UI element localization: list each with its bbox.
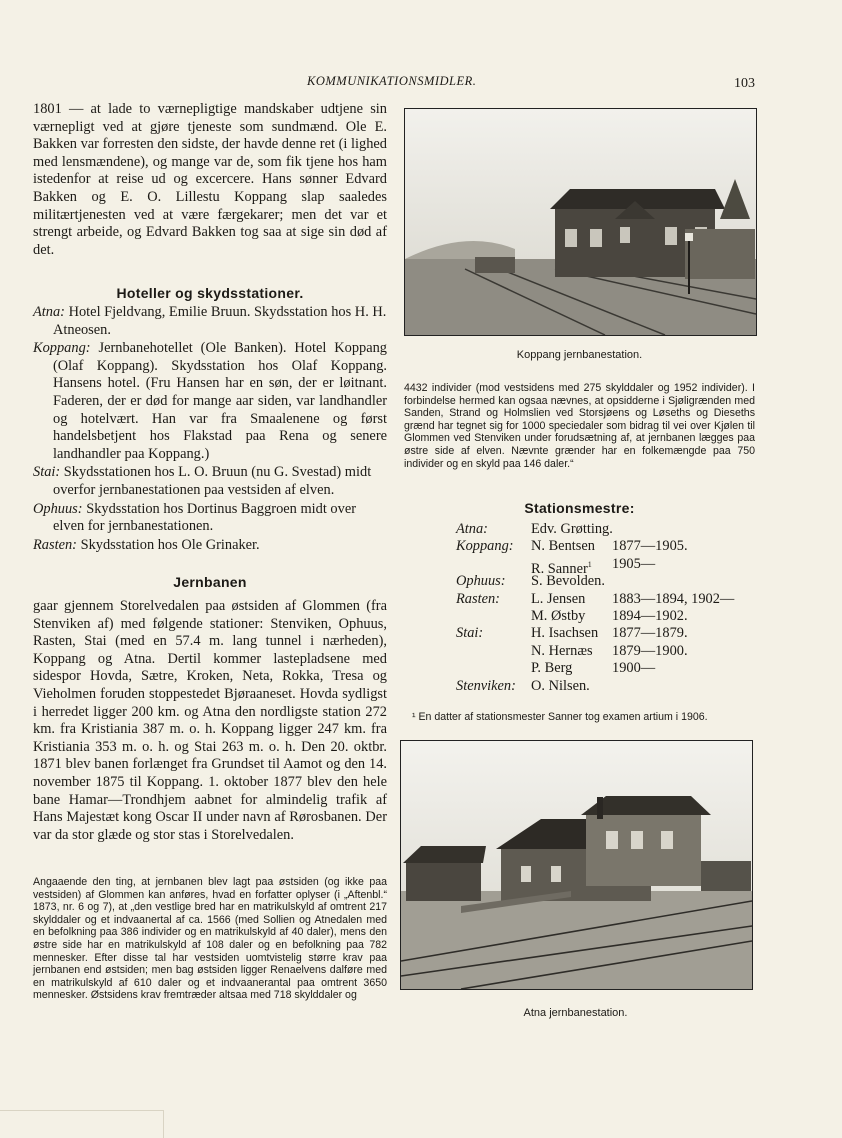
koppang-station-illustration [405, 109, 756, 335]
place-label: Stenviken: [456, 677, 516, 694]
stationmaster-row [456, 678, 756, 695]
place-label: Ophuus: [456, 573, 506, 590]
place-label: Stai: [456, 625, 484, 642]
stationmaster-years: 1900— [612, 660, 656, 677]
stationmaster-name: O. Nilsen. [531, 677, 590, 694]
stationmaster-years: 1877—1905. [612, 538, 688, 555]
place-label: Rasten: [456, 590, 500, 607]
hotel-entry-ophuus [33, 501, 387, 536]
entry-text: Skydsstation hos Ole Grinaker. [80, 536, 260, 553]
running-title: KOMMUNIKATIONSMIDLER. [307, 74, 477, 88]
hotels-list [33, 304, 387, 554]
stationmaster-row [456, 625, 756, 642]
place-label: Koppang: [33, 340, 91, 357]
entry-text: Skydsstationen hos L. O. Bruun (nu G. Svestad) midt overfor jernbanestationen paa vestsiden af elven. [53, 464, 372, 498]
railway-paragraph: gaar gjennem Storelvedalen paa østsiden af Glommen (fra Stenviken af) med følgende stationer: Stenviken, Ophuus, Rasten, Stai (med en 57.4 m. lang tunnel i nærheden), Koppang og Atna. Dertil kommer lastepladsene med sidespor Hovda, Sætre, Kroken, Neta, Rokka, Tresa og Vieholmen foruden stoppestedet Bjøraaneset. Hovda sydligst i herredet ligger 200 km. og Atna den nordligste station 272 km. fra Kristiania 387 m. o. h. Koppang ligger 247 km. fra Kristiania 353 m. o. h. og Stai 263 m. o. h. Den 20. oktbr. 1871 blev banen forlænget fra Grundset til Aamot og den 14. november 1875 til Koppang. 1. oktober 1877 blev den hele bane Hamar—Trondhjem aabnet for almindelig trafik af Hans Majestæt kong Oscar II under navn af Rørosbanen. Der var da stor glæde og stor stas i Storelvedalen. [33, 598, 387, 843]
stationmaster-name: L. Jensen [531, 590, 586, 607]
stationmaster-row [456, 538, 756, 555]
stationmaster-row [456, 521, 756, 538]
place-label: Koppang: [456, 538, 514, 555]
stationmaster-years: 1877—1879. [612, 625, 688, 642]
atna-station-photo [400, 740, 753, 990]
stationmaster-name: M. Østby [531, 607, 586, 624]
stationmaster-row [456, 608, 756, 625]
stationmaster-row [456, 555, 756, 577]
hotel-entry-atna [33, 304, 387, 339]
atna-station-illustration [401, 741, 752, 989]
koppang-photo-caption: Koppang jernbanestation. [516, 349, 643, 361]
stationmasters-list [456, 521, 756, 695]
place-label: Rasten: [33, 536, 77, 553]
hotels-heading: Hoteller og skydsstationer. [116, 285, 304, 301]
place-label: Ophuus: [33, 500, 83, 517]
stationmasters-heading: Stationsmestre: [524, 500, 635, 516]
stationmaster-row [456, 591, 756, 608]
railway-heading: Jernbanen [173, 574, 247, 590]
stationmaster-years: 1883—1894, 1902— [612, 590, 735, 607]
atna-photo-caption: Atna jernbanestation. [523, 1007, 628, 1019]
place-label: Atna: [33, 304, 65, 320]
entry-text: Jernbanehotellet (Ole Banken). Hotel Koppang (Olaf Koppang). Skydsstation hos Olaf Koppang. Hansens hotel. (Fru Hansen har en søn, der er løitnant. Faderen, der er død for mange aar siden, var landhandler og hotelvært. Han var fra Smaalenene og først handelsbetjent hos Flakstad paa Rena og senere landhandler paa Koppang.) [53, 340, 387, 462]
stationmaster-years: 1905— [612, 555, 656, 572]
footnote-right-continuation: 4432 individer (mod vestsidens med 275 skylddaler og 1952 individer). I forbindelse hermed kan ogsaa nævnes, at opsidderne i Sjøligrænden med Sanden, Strand og Holmslien ved Storsjøens og Løseths og Dieseths grænd har tegnet sig for 1000 speciedaler som bidrag til vei over Kjølen til Glommen ved Stenviken under forudsætning af, at jernbanen lægges paa østre side af elven. Nævnte grænder har en folkemængde paa 750 individer og en skyld paa 146 daler.“ [404, 382, 755, 470]
stationmaster-years: 1894—1902. [612, 607, 688, 624]
stationmaster-row [456, 643, 756, 660]
entry-text: Hotel Fjeldvang, Emilie Bruun. Skydsstation hos H. H. Atneosen. [53, 304, 387, 338]
stationmaster-name: N. Bentsen [531, 538, 595, 555]
footnote-marker: 1 [587, 559, 592, 569]
hotel-entry-koppang [33, 340, 387, 463]
stationmaster-years: 1879—1900. [612, 642, 688, 659]
stationmaster-name: N. Hernæs [531, 642, 593, 659]
place-label: Stai: [33, 464, 61, 481]
place-label: Atna: [456, 521, 488, 537]
stationmaster-name: S. Bevolden. [531, 573, 605, 590]
page-number: 103 [734, 76, 755, 91]
footnote-left: Angaaende den ting, at jernbanen blev lagt paa østsiden (og ikke paa vestsiden) af Glommen kan anføres, hvad en forfatter oplyser (i „Aftenbl.“ 1873, nr. 6 og 7), at „den vestlige bred har en matrikulskyld af omtrent 217 skylddaler og et indvaanertal af ca. 1566 (med Sollien og Atnedalen med en befolkning paa 386 individer og en matrikulskyld af 40 daler), mens den østre side har en matrikulskyld af 108 daler og en befolkning paa 782 mennesker. Efter disse tal har vestsiden uomtvistelig større krav paa jernbanen end østsiden; men bag østsiden ligger Renaelvens dalføre med en matrikulskyld af 610 daler og et indvaanerantal paa omtrent 3650 mennesker. Østsidens krav fremtræder altsaa med 718 skylddaler og [33, 876, 387, 1002]
stationmaster-name: P. Berg [531, 660, 573, 677]
entry-text: Skydsstation hos Dortinus Baggroen midt over elven for jernbanestationen. [53, 500, 356, 535]
stationmaster-name: H. Isachsen [531, 625, 599, 642]
koppang-station-photo [404, 108, 757, 336]
stationmaster-row [456, 573, 756, 590]
intro-paragraph: 1801 — at lade to værnepligtige mandskaber udtjene sin værnepligt ved at gjøre tjeneste som sundmænd. Ole E. Bakken var forresten den sidste, der havde denne ret (i lighed med lensmændene), og mange var de, som fik tjene hos ham istedenfor at reise ud og excercere. Hans sønner Edvard Bakken og E. O. Lillestu Koppang slap saaledes militærtjenesten ved at være færgekarer; men det var et strengt arbeide, og Edvard Bakken tog saa at sige sin død af det. [33, 101, 387, 258]
hotel-entry-rasten [33, 537, 387, 555]
stationmaster-name: R. Sanner [531, 560, 588, 577]
stationmasters-footnote: ¹ En datter af stationsmester Sanner tog examen artium i 1906. [412, 711, 708, 723]
stationmaster-row [456, 660, 756, 677]
page-edge-strip [0, 1110, 164, 1138]
stationmaster-name: Edv. Grøtting. [531, 521, 613, 537]
hotel-entry-stai [33, 464, 387, 499]
